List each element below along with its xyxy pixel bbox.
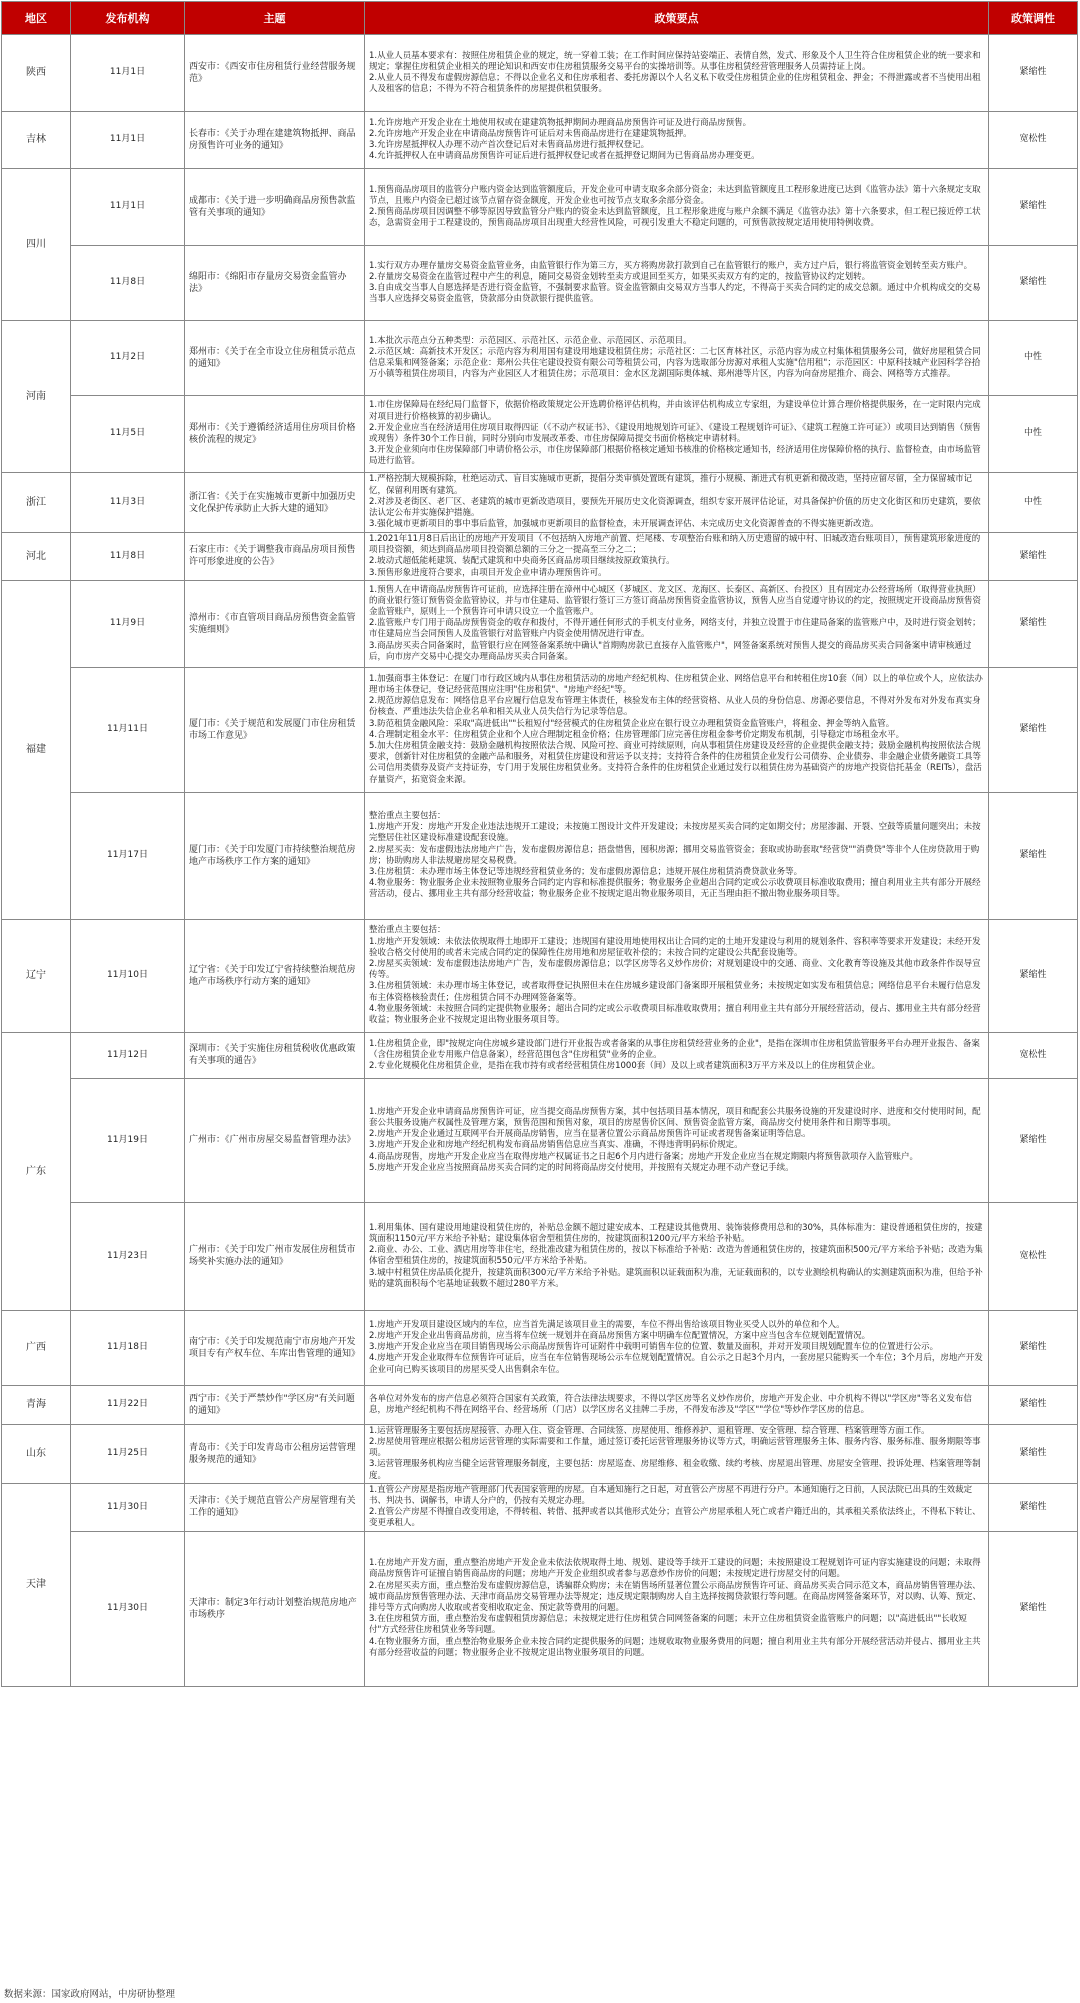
date-cell: 11月23日 [71,1202,185,1310]
policy-point: 3.城中村租赁住房品质化提升，按建筑面积300元/平方米给予补贴。建筑面积以证载面积为准，无证载面积的，以专业测绘机构确认的实测建筑面积为准，但给予补贴的建筑面积每个宅基地证载数不超过280平方米。 [369,1267,983,1289]
table-row [2,533,1078,581]
policy-points-cell [365,1078,989,1202]
policy-points-cell [365,1483,989,1531]
tone-cell: 紧缩性 [989,169,1078,246]
policy-point: 3.运营管理服务机构应当健全运营管理服务制度，主要包括：房屋巡查、房屋维修、租金收缴、续约考核、房屋退出管理、房屋安全管理、投诉处理、档案管理等制度。 [369,1459,981,1481]
tone-cell: 中性 [989,473,1078,533]
tone-cell: 紧缩性 [989,1078,1078,1202]
tone-cell: 紧缩性 [989,35,1078,112]
policy-point: 2.规范房源信息发布：网络信息平台应履行信息发布管理主体责任，核验发布主体的经营资格、从业人员的身份信息、房源必要信息，不得对外发布对外发布真实身份核查、严重违法失信企业名单和相关从业人员失信行为记录等信息。 [369,696,981,718]
tone-cell: 宽松性 [989,112,1078,169]
region-cell: 广东 [2,1032,71,1310]
region-cell: 辽宁 [2,919,71,1032]
date-cell: 11月17日 [71,792,185,919]
topic-cell: 天津市：制定3年行动计划整治规范房地产市场秩序 [185,1531,365,1686]
policy-points-cell [365,580,989,667]
tone-cell: 宽松性 [989,1202,1078,1310]
table-row [2,1310,1078,1385]
region-cell: 广西 [2,1310,71,1385]
policy-point: 3.强化城市更新项目的事中事后监管，加强城市更新项目的监督检查，未开展调查评估、未完成历史文化资源普查的不得实施更新改造。 [369,519,879,530]
policy-points-cell [365,533,989,581]
policy-point: 2.在房屋买卖方面，重点整治发布虚假房源信息，诱骗群众购房；未在销售场所显著位置公示商品房预售许可证、商品房买卖合同示范文本，商品房销售管理办法、城市商品房预售管理办法、天津市商品房交易管理办法等规定；违反规定限制购房人自主选择按揭贷款银行等问题。在商品房网签备案环节，对以购、认筹、预定、排号等方式向购房人收取或者变相收取定金、预定款等费用的问题。 [369,1580,982,1614]
region-cell: 山东 [2,1424,71,1483]
policy-point: 4.商品房现售，房地产开发企业应当在取得房地产权属证书之日起6个月内进行备案；房地产开发企业应当在规定期限内将预售款项存入监管账户。 [369,1151,919,1162]
policy-point: 4.允许抵押权人在申请商品房预售许可证后进行抵押权登记或者在抵押登记期间为已售商品房办理变更。 [369,151,760,162]
date-cell: 11月11日 [71,667,185,792]
policy-points-cell [365,667,989,792]
table-row [2,580,1078,667]
header-region: 地区 [2,2,71,35]
policy-point: 1.预售人在申请商品房预售许可证前，应选择注册在漳州中心城区（芗城区、龙文区、龙海区、长泰区、高新区、台投区）且有固定办公经营场所（取得营业执照）的商业银行签订预售资金监管协议，并与市住建局、监管银行签订三方签订商品房预售资金监管协议，预售人应当自觉遵守协议的约定，按照规定开设商品房预售资金监管账户，原则上一个预售许可申请只设立一个监管账户。 [369,584,982,617]
policy-points-cell [365,321,989,396]
table-row [2,1531,1078,1686]
policy-table-container [1,1,1077,1687]
policy-points-cell [365,473,989,533]
policy-point: 2.开发企业应当在经济适用住房项目取得四证（《不动产权证书》、《建设用地规划许可证》、《建设工程规划许可证》、《建筑工程施工许可证》）或项目达到销售（预售或现售）条件30个工作日前，同时分别向市发展改革委、市住房保障局提交书面价格核定申请材料。 [369,422,981,444]
table-row [2,246,1078,321]
tone-cell: 紧缩性 [989,1424,1078,1483]
policy-point: 1.直管公产房屋是指房地产管理部门代表国家管理的房屋。自本通知施行之日起，对直管公产房屋不再进行分户。本通知施行之日前，人民法院已出具的生效裁定书、判决书、调解书，申请人分户的，仍按有关规定办理。 [369,1484,973,1507]
date-cell: 11月1日 [71,112,185,169]
topic-cell: 辽宁省：《关于印发辽宁省持续整治规范房地产市场秩序行动方案的通知》 [185,919,365,1032]
policy-point: 2.允许房地产开发企业在申请商品房预售许可证后对未售商品房进行在建建筑物抵押。 [369,128,692,139]
policy-point: 4.合理制定租金水平：住房租赁企业和个人应合理制定租金价格；住房管理部门应完善住房租金参考价定期发布机制，引导稳定市场租金水平。 [369,729,905,740]
date-cell: 11月22日 [71,1385,185,1424]
region-cell: 浙江 [2,473,71,533]
policy-point: 1.加强商事主体登记：在厦门市行政区域内从事住房租赁活动的房地产经纪机构、住房租赁企业、网络信息平台和转租住房10套（间）以上的单位或个人，应依法办理市场主体登记，登记经营范围应注明"住房租赁"、"房地产经纪"等。 [369,673,983,695]
topic-cell: 漳州市：《市直管项目商品房预售资金监管实施细则》 [185,580,365,667]
policy-points-cell [365,396,989,473]
policy-point: 3.商品房买卖合同备案时，监管银行应在网签备案系统中确认"首期购房款已直接存入监管账户"，网签备案系统对预售人提交的商品房买卖合同备案申请审核通过后，向市房产交易中心提交办理商品房买卖合同备案。 [369,640,972,662]
date-cell: 11月3日 [71,473,185,533]
topic-cell: 青岛市：《关于印发青岛市公租房运营管理服务规范的通知》 [185,1424,365,1483]
policy-points-cell [365,792,989,919]
policy-point: 3.允许房屋抵押权人办理不动产首次登记后对未售商品房进行抵押权登记。 [369,140,650,150]
policy-point: 4.物业服务领域：未按照合同约定提供物业服务；超出合同约定或公示收费项目标准收取费用；擅自利用业主共有部分开展经营活动，侵占、挪用业主共有部分经营收益；物业服务企业不按规定退出物业服务项目等。 [369,1003,981,1026]
topic-cell: 浙江省：《关于在实施城市更新中加强历史文化保护传承防止大拆大建的通知》 [185,473,365,533]
policy-point: 3.在住房租赁方面，重点整治发布虚假租赁房源信息；未按规定进行住房租赁合同网签备案的问题；未开立住房租赁资金监管账户的问题；以"高进低出""长收短付"方式经营住房租赁业务等问题。 [369,1614,967,1636]
table-row [2,321,1078,396]
policy-point: 2.专业化规模化住房租赁企业，是指在我市持有或者经营租赁住房1000套（间）及以上或者建筑面积3万平方米及以上的住房租赁企业。 [369,1060,881,1071]
date-cell: 11月19日 [71,1078,185,1202]
table-row [2,112,1078,169]
topic-cell: 深圳市：《关于实施住房租赁税收优惠政策有关事项的通告》 [185,1032,365,1078]
table-header-row [2,2,1078,35]
topic-cell: 厦门市：《关于规范和发展厦门市住房租赁市场工作意见》 [185,667,365,792]
table-row [2,396,1078,473]
policy-point: 2.房屋买卖领域：发布虚假违法房地产广告，发布虚假房源信息；以学区房等名义炒作房价；对规划建设中的交通、商业、文化教育等设施及其他市政条件作误导宣传等。 [369,959,981,981]
policy-point: 1.房地产开发：房地产开发企业违法违规开工建设；未按施工图设计文件开发建设；未按房屋买卖合同约定如期交付；房屋渗漏、开裂、空鼓等质量问题突出；未按完整居住社区建设标准建设配套设施。 [369,822,981,844]
policy-points-cell [365,169,989,246]
topic-cell: 南宁市：《关于印发规范南宁市房地产开发项目专有产权车位、车库出售管理的通知》 [185,1310,365,1385]
policy-point: 2.预售商品房项目因调整不够等原因导致监管分户账内的资金未达到监管额度，且工程形象进度与账户余额不满足《监管办法》第十六条要求，但工程已接近停工状态，急需资金用于工程建设的，预售商品房项目出现重大经营性风险，可视引发重大不稳定问题的，可预售款按规定适用使用特例收费。 [369,207,981,229]
topic-cell: 绵阳市：《绵阳市存量房交易资金监管办法》 [185,246,365,321]
policy-point: 3.房地产开发企业应当在项目销售现场公示商品房预售许可证附件中载明可销售车位的位置、数量及面积，并对开发项目规划配置车位的位置进行公示。 [369,1342,939,1353]
tone-cell: 中性 [989,321,1078,396]
region-cell: 河北 [2,533,71,581]
date-cell: 11月18日 [71,1310,185,1385]
policy-point: 1.市住房保障局在经纪局门监督下，依据价格政策规定公开选聘价格评估机构，并由该评估机构成立专家组，为建设单位计算合理价格提供服务，在一定时限内完成对项目进行价格核算的初步确认。 [369,400,981,422]
table-row [2,1078,1078,1202]
topic-cell: 广州市：《广州市房屋交易监督管理办法》 [185,1078,365,1202]
tone-cell: 紧缩性 [989,1310,1078,1385]
header-policy-tone: 政策调性 [989,2,1078,35]
region-cell: 吉林 [2,112,71,169]
date-cell: 11月5日 [71,396,185,473]
policy-point: 2.房屋买卖：发布虚假违法房地产广告，发布虚假房源信息；捂盘惜售，囤积房源；挪用交易监管资金；套取或协助套取"经营贷""消费贷"等非个人住房贷款用于购房；协助购房人非法规避房屋交易税费。 [369,844,980,866]
policy-point: 3.预售形象进度符合要求，由项目开发企业申请办理预售许可。 [369,567,607,578]
policy-point: 1.房地产开发企业申请商品房预售许可证，应当提交商品房预售方案，其中包括项目基本情况，项目和配套公共服务设施的开发建设时序、进度和交付使用时间，配套公共服务设施产权属性及管理方案，预售范围和预售对象，项目的房屋售价区间、预售资金监管方案，商品房交付使用条件和日期等事项。 [369,1106,981,1128]
header-topic: 主题 [185,2,365,35]
policy-point: 2.从业人员不得发布虚假房源信息；不得以企业名义和住房承租者、委托房源以个人名义私下收受住房租赁企业的住房租赁租金、押金；不得泄露或者不当使用出租人及租客的信息；不得为不符合租赁条件的房屋提供租赁服务。 [369,73,981,95]
policy-point: 1.房地产开发项目建设区域内的车位，应当首先满足该项目业主的需要，车位不得出售给该项目物业买受人以外的单位和个人。 [369,1319,845,1330]
tone-cell: 紧缩性 [989,667,1078,792]
policy-point: 4.房地产开发企业取得车位预售许可证后，应当在车位销售现场公示车位规划配置情况。自公示之日起3个月内，一套房屋只能购买一个车位；3个月后，房地产开发企业可向已购买该项目的房屋买受人出售剩余车位。 [369,1353,983,1375]
policy-points-cell [365,919,989,1032]
table-body [2,35,1078,1687]
tone-cell: 紧缩性 [989,246,1078,321]
policy-point: 1.允许房地产开发企业在土地使用权或在建建筑物抵押期间办理商品房预售许可证及进行商品房预售。 [369,117,752,128]
policy-points-cell [365,1032,989,1078]
region-cell: 天津 [2,1483,71,1686]
policy-point: 4.在物业服务方面，重点整治物业服务企业未按合同约定提供服务的问题；违规收取物业服务费用的问题；擅自利用业主共有部分开展经营活动并侵占、挪用业主共有部分经营收益的问题；物业服务企业不按规定退出物业服务项目的问题。 [369,1636,981,1658]
policy-point: 整治重点主要包括： [369,925,446,936]
policy-point: 2.存量房交易资金在监管过程中产生的利息，随同交易资金划转至卖方或退回至买方，如果买卖双方有约定的，按监管协议约定划转。 [369,271,871,282]
table-row [2,667,1078,792]
policy-points-cell [365,1424,989,1483]
topic-cell: 厦门市：《关于印发厦门市持续整治规范房地产市场秩序工作方案的通知》 [185,792,365,919]
policy-points-cell [365,1202,989,1310]
tone-cell: 宽松性 [989,1032,1078,1078]
date-cell: 11月8日 [71,533,185,581]
policy-point: 1.利用集体、国有建设用地建设租赁住房的，补贴总金额不超过建安成本、工程建设其他费用、装饰装修费用总和的30%，具体标准为：建设普通租赁住房的，按建筑面积1150元/平方米给予补贴；建设集体宿舍型租赁住房的，按建筑面积1200元/平方米给予补贴。 [369,1222,983,1244]
table-row [2,1032,1078,1078]
policy-point: 1.严格控制大规模拆除，杜绝运动式、盲目实施城市更新，提倡分类审慎处置既有建筑，推行小规模、渐进式有机更新和微改造，坚持应留尽留，全力保留城市记忆，保留利用既有建筑。 [369,474,973,496]
date-cell: 11月10日 [71,919,185,1032]
table-row [2,792,1078,919]
policy-point: 2.房地产开发企业通过互联网平台开展商品房销售，应当在显著位置公示商品房预售许可证或者现售备案证明等信息。 [369,1129,811,1140]
date-cell: 11月9日 [71,580,185,667]
topic-cell: 天津市：《关于规范直管公产房屋管理有关工作的通知》 [185,1483,365,1531]
policy-point: 5.房地产开发企业应当按照商品房买卖合同约定的时间将商品房交付使用，并按照有关规定办理不动产登记手续。 [369,1162,794,1173]
policy-points-cell [365,112,989,169]
policy-point: 1.2021年11月8日后出让的房地产开发项目（不包括纳入房地产前置、烂尾楼、专项整治台账和纳入历史遗留的城中村、旧城改造台账项目），预售建筑形象进度的项目投资额，须达到商品房项目投资额总额的三分之一提高至三分之二； [369,534,981,556]
topic-cell: 郑州市：《关于在全市设立住房租赁示范点的通知》 [185,321,365,396]
tone-cell: 紧缩性 [989,1385,1078,1424]
policy-point: 3.自由成交当事人自愿选择是否进行资金监管，不强制要求监管。资金监管额由交易双方当事人约定，不得高于买卖合同约定的成交总额。通过中介机构成交的交易当事人应选择交易资金监管，贷款部分由贷款银行提供监管。 [369,283,981,305]
policy-point: 2.房屋使用管理应根据公租房运营管理的实际需要和工作量，通过签订委托运营管理服务协议等方式，明确运营管理服务主体、服务内容、服务标准、服务期限等事项。 [369,1437,981,1459]
policy-point: 1.预售商品房项目的监管分户账内资金达到监管额度后，开发企业可申请支取多余部分资金；未达到监管额度且工程形象进度已达到《监管办法》第十六条规定支取节点，且账户内资金已超过该节点留存资金额度，开发企业也可按节点支取多余部分资金。 [369,184,981,206]
policy-point: 1.本批次示范点分五种类型：示范园区、示范社区、示范企业、示范园区、示范项目。 [369,335,692,346]
policy-point: 4.物业服务：物业服务企业未按照物业服务合同约定内容和标准提供服务；物业服务企业超出合同约定或公示收费项目标准收取费用；擅自利用业主共有部分开展经营活动，侵占、挪用业主共有部分经营收益；物业服务企业不按规定退出物业服务项目，无正当理由拒不撤出物业服务项目等。 [369,878,981,900]
policy-points-cell [365,1385,989,1424]
date-cell: 11月1日 [71,35,185,112]
topic-cell: 郑州市：《关于遵循经济适用住房项目价格核价流程的规定》 [185,396,365,473]
date-cell: 11月12日 [71,1032,185,1078]
topic-cell: 西宁市：《关于严禁炒作"学区房"有关问题的通知》 [185,1385,365,1424]
policy-points-cell [365,35,989,112]
policy-point: 3.住房租赁：未办理市场主体登记等违规经营租赁业务的；发布虚假房源信息；违规开展住房租赁消费贷款业务等。 [369,867,803,878]
tone-cell: 紧缩性 [989,580,1078,667]
date-cell: 11月25日 [71,1424,185,1483]
policy-point: 1.实行双方办理存量房交易资金监管业务，由监管银行作为第三方，买方将购房款打款到自己在监管银行的账户，卖方过户后，银行将监管资金划转至卖方账户。 [369,260,973,271]
date-cell: 11月30日 [71,1531,185,1686]
tone-cell: 紧缩性 [989,1483,1078,1531]
date-cell: 11月8日 [71,246,185,321]
tone-cell: 紧缩性 [989,919,1078,1032]
policy-point: 2.示范区域：高新技术开发区；示范内容为利用国有建设用地建设租赁住房；示范社区：二七区育林社区，示范内容为成立村集体租赁服务公司，做好房屋租赁合同信息采集和网签备案；示范企业：郑州公共住宅建设投资有限公司等租赁公司，内容为选取部分房源对承租人实施"信用租"；示范园区：中原科技城产业园科学谷拾万小镇等租赁住房项目，内容为产业园区人才租赁住房；示范项目：金水区龙湖国际奥体城、郑州港等片区，内容为向奋房屋推介、商会、网格等方式推荐。 [369,346,981,380]
policy-point: 1.住房租赁企业，即"按规定向住房城乡建设部门进行开业报告或者备案的从事住房租赁经营业务的企业"，是指在深圳市住房租赁监管服务平台办理开业报告、备案（含住房租赁企业专用账户信息备案），经营范围包含"住房租赁"业务的企业。 [369,1038,980,1060]
policy-point: 2.对涉及老街区、老厂区、老建筑的城市更新改造项目，要预先开展历史文化资源调查，组织专家开展评估论证，对具备保护价值的历史文化街区和历史建筑，要依法认定公布并实施保护措施。 [369,496,981,519]
header-issuer-date: 发布机构 [71,2,185,35]
policy-points-cell [365,1531,989,1686]
policy-point: 整治重点主要包括： [369,811,446,821]
topic-cell: 石家庄市：《关于调整我市商品房项目预售许可形象进度的公告》 [185,533,365,581]
policy-table [1,1,1078,1687]
region-cell: 福建 [2,580,71,919]
policy-point: 2.商业、办公、工业、酒店用房等非住宅，经批准改建为租赁住房的，按以下标准给予补贴：改造为普通租赁住房的，按建筑面积500元/平方米给予补贴；改造为集体宿舍型租赁住房的，按建筑面积550元/平方米给予补贴。 [369,1245,983,1267]
table-row [2,1483,1078,1531]
policy-point: 1.在房地产开发方面，重点整治房地产开发企业未依法依规取得土地、规划、建设等手续开工建设的问题；未按照建设工程规划许可证内容实施建设的问题；未取得商品房预售许可证擅自销售商品房的问题；房地产开发企业组织或者参与恶意炒作房价的问题；未按规定进行房屋交付的问题。 [369,1558,981,1580]
policy-point: 3.开发企业须向市住房保障部门申请价格公示，市住房保障部门根据价格核定通知书核准的价格核定通知书，经济适用住房保障价格的执行、监督检查，由市场监管局进行监管。 [369,445,981,467]
policy-point: 5.加大住房租赁金融支持：鼓励金融机构按照依法合规、风险可控、商业可持续原则，向从事租赁住房建设及经营的企业提供金融支持；鼓励金融机构按照依法合规要求，创新针对住房租赁的金融产品和服务，对租赁住房建设和营运予以支持；支持符合条件的住房租赁企业发行公司债券、企业债券、非金融企业债务融资工具等公司信用类债券及资产支持证券，专门用于发展住房租赁业务。支持符合条件的住房租赁企业通过发行以租赁住房为基础资产的房地产投资信托基金（REITs），盘活存量资产，拓宽资金来源。 [369,741,982,785]
table-row [2,1202,1078,1310]
region-cell: 陕西 [2,35,71,112]
data-source-note: 数据来源：国家政府网站，中房研协整理 [4,1989,176,2000]
table-row [2,1385,1078,1424]
header-policy-points: 政策要点 [365,2,989,35]
date-cell: 11月2日 [71,321,185,396]
policy-point: 2.直管公产房屋不得擅自改变用途，不得转租、转借、抵押或者以其他形式处分；直管公产房屋承租人死亡或者户籍迁出的，其承租关系依法终止，不得私下转让、变更承租人。 [369,1507,981,1529]
topic-cell: 广州市：《关于印发广州市发展住房租赁市场奖补实施办法的通知》 [185,1202,365,1310]
date-cell: 11月30日 [71,1483,185,1531]
policy-points-cell [365,246,989,321]
tone-cell: 中性 [989,396,1078,473]
policy-point: 2.坡动式超低能耗建筑、装配式建筑和中央商务区商品房项目继续按原政策执行。 [369,556,675,567]
policy-point: 各单位对外发布的房产信息必须符合国家有关政策，符合法律法规要求，不得以学区房等名义炒作房价，房地产开发企业、中介机构不得以"学区房"等名义发布信息，房地产经纪机构不得在网络平台、经营场所（门店）以学区房名义挂牌二手房，不得发布涉及"学区""学位"等炒作学区房的信息。 [369,1393,972,1415]
region-cell: 河南 [2,321,71,473]
policy-point: 3.房地产开发企业和房地产经纪机构发布商品房销售信息应当真实、准确，不得违背明码标价规定。 [369,1140,743,1151]
policy-point: 3.住房租赁领域：未办理市场主体登记，或者取得登记执照但未在住房城乡建设部门备案即开展租赁业务；未按规定如实发布租赁信息；网络信息平台未履行信息发布主体资格核验责任；住房租赁合同不办理网签备案等。 [369,981,981,1003]
tone-cell: 紧缩性 [989,533,1078,581]
table-row [2,169,1078,246]
date-cell: 11月1日 [71,169,185,246]
policy-point: 1.从业人员基本要求有：按照住房租赁企业的规定，统一穿着工装；在工作时间应保持站姿端正、表情自然，发式、形象及个人卫生符合住房租赁企业的统一要求和规定；掌握住房租赁企业相关的理论知识和西安市住房租赁服务交易平台的实操培训等。从事住房租赁经营管理服务人员需持证上岗。 [369,50,981,72]
table-row [2,473,1078,533]
policy-point: 2.房地产开发企业出售商品房前，应当将车位统一规划并在商品房预售方案中明确车位配置情况，方案中应当包含车位规划配置情况。 [369,1331,871,1341]
tone-cell: 紧缩性 [989,792,1078,919]
table-row [2,35,1078,112]
topic-cell: 长春市：《关于办理在建建筑物抵押、商品房预售许可业务的通知》 [185,112,365,169]
policy-point: 2.监管账户专门用于商品房预售资金的收存和拨付，不得开通任何形式的手机支付业务，网络支付，并独立设置于市住建局备案的监管账户中，及时进行资金划转；市住建局应当会同预售人及监管银行对监管账户内资金使用情况进行审查。 [369,618,981,640]
policy-point: 1.运营管理服务主要包括房屋接管、办理入住、资金管理、合同续签、房屋使用、维修养护、退租管理、安全管理、综合管理、档案管理等方面工作。 [369,1425,930,1436]
topic-cell: 西安市：《西安市住房租赁行业经营服务规范》 [185,35,365,112]
region-cell: 四川 [2,169,71,321]
topic-cell: 成都市：《关于进一步明确商品房预售款监管有关事项的通知》 [185,169,365,246]
policy-points-cell [365,1310,989,1385]
region-cell: 青海 [2,1385,71,1424]
tone-cell: 紧缩性 [989,1531,1078,1686]
policy-point: 1.房地产开发领域：未依法依规取得土地即开工建设；违规国有建设用地使用权出让合同约定的土地开发建设与利用的规划条件、容积率等要求开发建设；未经开发验收合格交付使用的或者未完成合同约定的保障性住房用地和房屋征收补偿的；未按合同约定建设公共配套设施等。 [369,936,981,958]
table-row [2,919,1078,1032]
policy-point: 3.防范租赁金融风险：采取"高进低出""长租短付"经营模式的住房租赁企业应在银行设立办理租赁资金监管账户，将租金、押金等纳入监管。 [369,718,895,729]
table-row [2,1424,1078,1483]
